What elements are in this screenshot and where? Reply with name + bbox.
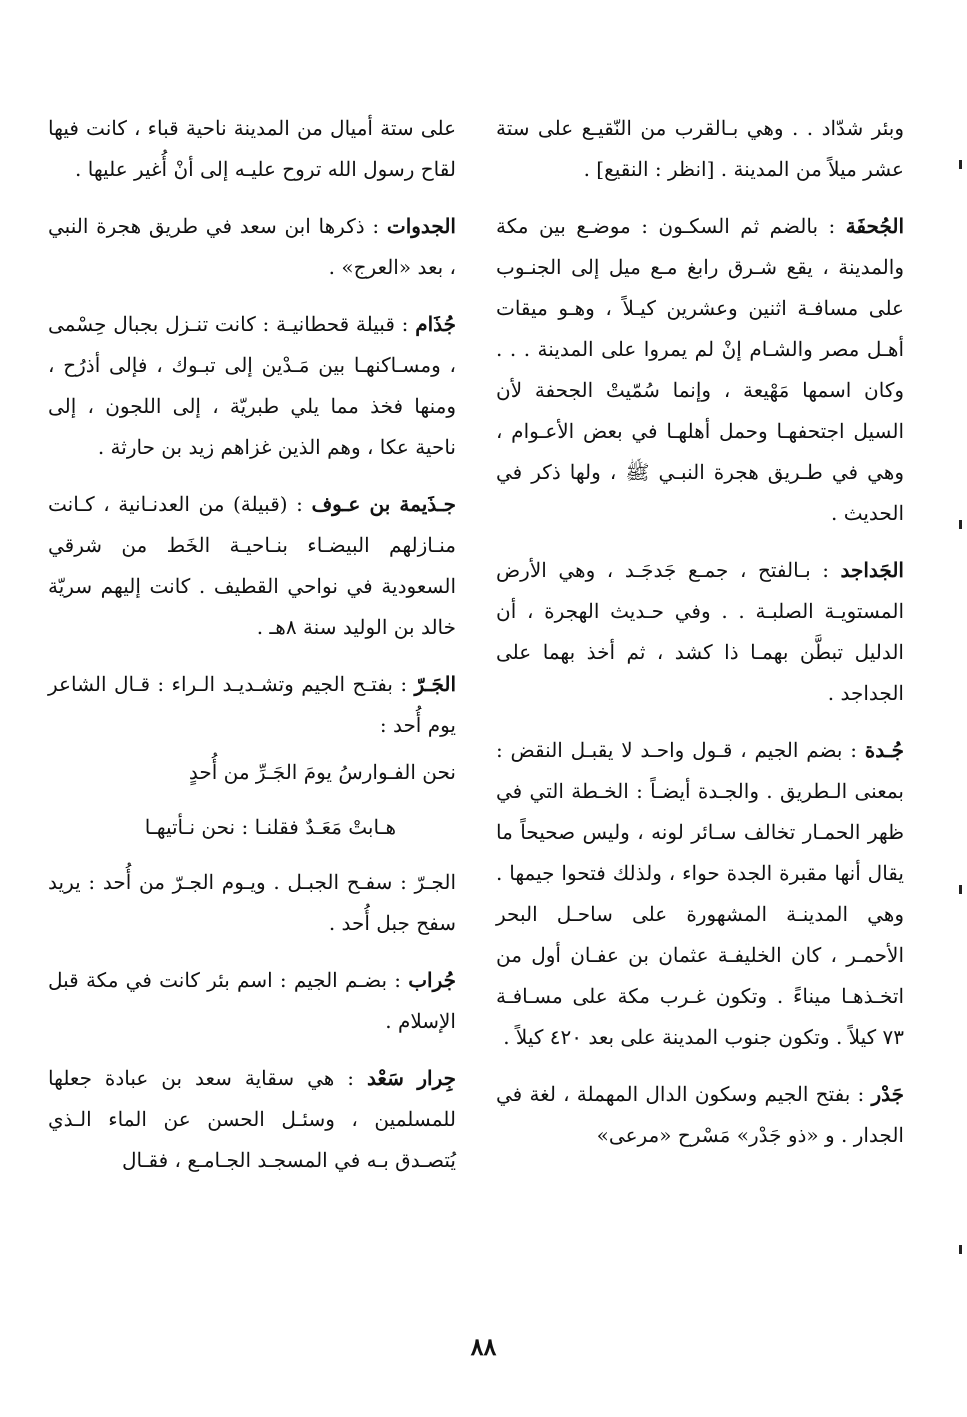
entry-text: : (قبيلة) من العدنـانية ، كـانت منـازلهم البيضـاء بنـاحيـة الخَط من شرقي السعودية في نواحي القطيف . كانت إليهم سريّة خالد بن الوليد سنة ٨هـ . [48,492,456,639]
left-column [48,108,456,1197]
page-number: ٨٨ [470,1332,497,1361]
entry-headword: جِرار سَعْد [366,1066,457,1090]
entry-al-juhfa [496,206,904,534]
jarr-explanation: الجـرّ : سفـح الجبـل . ويـوم الجـرّ من أُحد : يريد سفح جبل أُحد . [48,870,456,935]
entry-headword: الجَـرّ [414,672,457,696]
entry-judhayma-bin-awf [48,484,456,648]
entry-text: : بفتـح الجيم وتشـديـد الـراء : قـال الشاعر يوم أُحد : [48,672,456,737]
entry-jidda [496,730,904,1058]
entry-headword: جُـدة [864,738,904,762]
entry-headword: الجَداجد [840,558,904,582]
entry-text: : بالضم ثم السكـون : موضـع بين مكة والمدينة ، يقع شـرق رابغ مـع ميل إلى الجنـوب على مسافـة اثنين وعشرين كيـلاً ، وهـو ميقات أهـل مصر والشـام إنْ لم يمروا على المدينة . . . وكان اسمها مَهْيعة ، وإنما سُمّيتْ الجحفة لأن السيل اجتحفهـا وحمل أهلهـا في بعض الأعـوام ، وهي في طـريق هجرة النبـي ﷺ ، ولها ذكر في الحديث . [496,214,904,525]
entry-jirar-saad [48,1058,456,1181]
entry-text: : بفتح الجيم وسكون الدال المهملة ، لغة في الجدار . و «ذو جَدْر» مَسْرح «مرعى» [496,1082,904,1147]
poem-verse-1: نحن الفـوارسُ يومَ الجَـرِّ من أُحدٍ [188,760,456,784]
entry-al-jadajid [496,550,904,714]
entry-headword: جـذَيمة بن عـوف [311,492,456,516]
entry-headword: الجُحفَة [845,214,904,238]
entry-al-jarr [48,664,456,746]
scan-edge-mark [959,160,962,169]
entry-al-jadawat [48,206,456,288]
entry-text: : هي سقاية سعد بن عبادة جعلها للمسلمين ، وسئـل الحسن عن الماء الـذي يُتصـدق بـه في المسجـد الجـامـع ، فقـال [48,1066,456,1172]
scan-edge-mark [959,1245,962,1254]
entry-jurab [48,960,456,1042]
scan-edge-mark [959,885,962,894]
poem-verse-2: هـابتْ مَعَـدٌ فقلنـا : نحن نـأتيهـا [144,815,396,839]
entry-text: وبئر شدّاد . . وهي بـالقرب من النّقيـع على ستة عشر ميلاً من المدينة . [انظر : النقيع] . [496,116,904,181]
entry-continuation [496,108,904,190]
entry-headword: جُذَام [415,312,457,336]
entry-jadr [496,1074,904,1156]
entry-text: على ستة أميال من المدينة ناحية قباء ، كانت فيها لقاح رسول الله تروح عليـه إلى أنْ أُغير عليها . [48,116,456,181]
entry-headword: جُراب [408,968,457,992]
entry-text: : ذكرها ابن سعد في طريق هجرة النبي ، بعد «العرج» . [48,214,456,279]
entry-continuation [48,108,456,190]
entry-text: : بضـم الجيم : اسم بئر كانت في مكة قبل الإسلام . [48,968,456,1033]
entry-text: : قبيلة قحطانيـة : كانت تنـزل بجبال حِسْمى ، ومسـاكنهـا بين مَـدْين إلى تبـوك ، فإلى أذرُح ، ومنها فخذ مما يلي طبريّة ، إلى اللجون ، إلى ناحية عكا ، وهم الذين غزاهم زيد بن حارثة . [48,312,456,459]
entry-headword: جَدْر [871,1082,905,1106]
entry-headword: الجدوات [386,214,456,238]
scan-edge-mark [959,520,962,529]
entry-text: : بـالفتح ، جمـع جَدجَـد ، وهي الأرض المستويـة الصلبـة . . وفي حـديث الهجرة ، أن الدليل تبطَّن بهمـا ذا كشد ، ثم أخذ بهما على الجداجد . [496,558,904,705]
entry-text: : بضم الجيم ، قـول واحـد لا يقبـل النقض : بمعنى الـطريق . والجـدة أيضـاً : الخـطة التي في ظهر الحمـار تخالف سـائر لونه ، وليس صحيحاً ما يقال أنها مقبرة الجدة حواء ، ولذلك فتحوا جيمها . وهي المدينـة المشهورة على ساحـل البحر الأحمـر ، كان الخليفـة عثمان بن عفـان أول من اتخـذهـا ميناءً . وتكون غـرب مكة على مسـافـة ٧٣ كيلاً . وتكون جنوب المدينة على بعد ٤٢٠ كيلاً . [496,738,904,1049]
right-column [496,108,904,1172]
entry-judham [48,304,456,468]
